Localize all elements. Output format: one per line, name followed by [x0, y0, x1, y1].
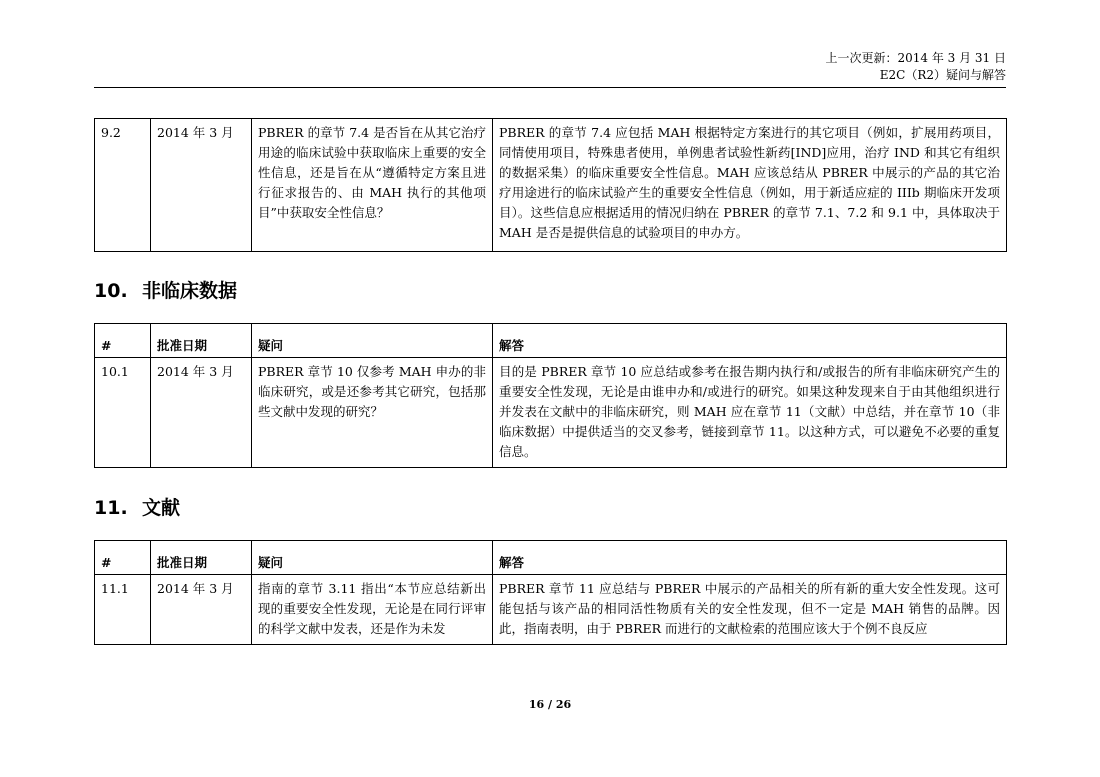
- last-updated: 上一次更新：2014 年 3 月 31 日: [825, 51, 1006, 65]
- row-date: 2014 年 3 月: [151, 119, 252, 252]
- qa-table-9: [94, 118, 1007, 252]
- row-answer: PBRER 章节 11 应总结与 PBRER 中展示的产品相关的所有新的重大安全性发现。这可能包括与该产品的相同活性物质有关的安全性发现，但不一定是 MAH 销售的品牌。因此，指南表明，由于 PBRER 而进行的文献检索的范围应该大于个例不良反应: [493, 575, 1007, 645]
- table-row: [95, 575, 1007, 645]
- qa-table-10: [94, 323, 1007, 468]
- page-number: 16 / 26: [528, 698, 572, 711]
- column-header-date: 批准日期: [151, 324, 252, 358]
- row-date: 2014 年 3 月: [151, 358, 252, 468]
- row-number: 11.1: [95, 575, 151, 645]
- column-header-num: #: [95, 324, 151, 358]
- column-header-answer: 解答: [493, 541, 1007, 575]
- row-answer: 目的是 PBRER 章节 10 应总结或参考在报告期内执行和/或报告的所有非临床研究产生的重要安全性发现，无论是由谁申办和/或进行的研究。如果这种发现来自于由其他组织进行并发表在文献中的非临床研究，则 MAH 应在章节 11（文献）中总结，并在章节 10（非临床数据）中提供适当的交叉参考，链接到章节 11。以这种方式，可以避免不必要的重复信息。: [493, 358, 1007, 468]
- table-row: [95, 119, 1007, 252]
- table-header-row: [95, 541, 1007, 575]
- column-header-answer: 解答: [493, 324, 1007, 358]
- qa-table-11: [94, 540, 1007, 645]
- section-title: 非临床数据: [142, 280, 238, 302]
- column-header-question: 疑问: [252, 541, 493, 575]
- section-number: 10.: [94, 280, 128, 302]
- table-row: [95, 358, 1007, 468]
- row-question: PBRER 章节 10 仅参考 MAH 申办的非临床研究，或是还参考其它研究，包括那些文献中发现的研究？: [252, 358, 493, 468]
- table-header-row: [95, 324, 1007, 358]
- section-number: 11.: [94, 497, 128, 519]
- row-question: PBRER 的章节 7.4 是否旨在从其它治疗用途的临床试验中获取临床上重要的安全性信息，还是旨在从“遵循特定方案且进行征求报告的、由 MAH 执行的其他项目”中获取安全性信息？: [252, 119, 493, 252]
- section-heading-11: [94, 493, 180, 520]
- row-question: 指南的章节 3.11 指出“本节应总结新出现的重要安全性发现，无论是在同行评审的科学文献中发表，还是作为未发: [252, 575, 493, 645]
- row-number: 9.2: [95, 119, 151, 252]
- section-title: 文献: [142, 497, 181, 519]
- document-title: E2C（R2）疑问与解答: [879, 68, 1006, 82]
- column-header-num: #: [95, 541, 151, 575]
- column-header-question: 疑问: [252, 324, 493, 358]
- row-date: 2014 年 3 月: [151, 575, 252, 645]
- page-header: [825, 50, 1006, 84]
- row-answer: PBRER 的章节 7.4 应包括 MAH 根据特定方案进行的其它项目（例如，扩展用药项目，同情使用项目，特殊患者使用，单例患者试验性新药[IND]应用，治疗 IND 和其它有组织的数据采集）的临床重要安全性信息。MAH 应该总结从 PBRER 中展示的产品的其它治疗用途进行的临床试验产生的重要安全性信息（例如，用于新适应症的 IIIb 期临床开发项目）。这些信息应根据适用的情况归纳在 PBRER 的章节 7.1、7.2 和 9.1 中，具体取决于 MAH 是否是提供信息的试验项目的申办方。: [493, 119, 1007, 252]
- column-header-date: 批准日期: [151, 541, 252, 575]
- header-divider: [94, 87, 1006, 88]
- row-number: 10.1: [95, 358, 151, 468]
- section-heading-10: [94, 276, 237, 303]
